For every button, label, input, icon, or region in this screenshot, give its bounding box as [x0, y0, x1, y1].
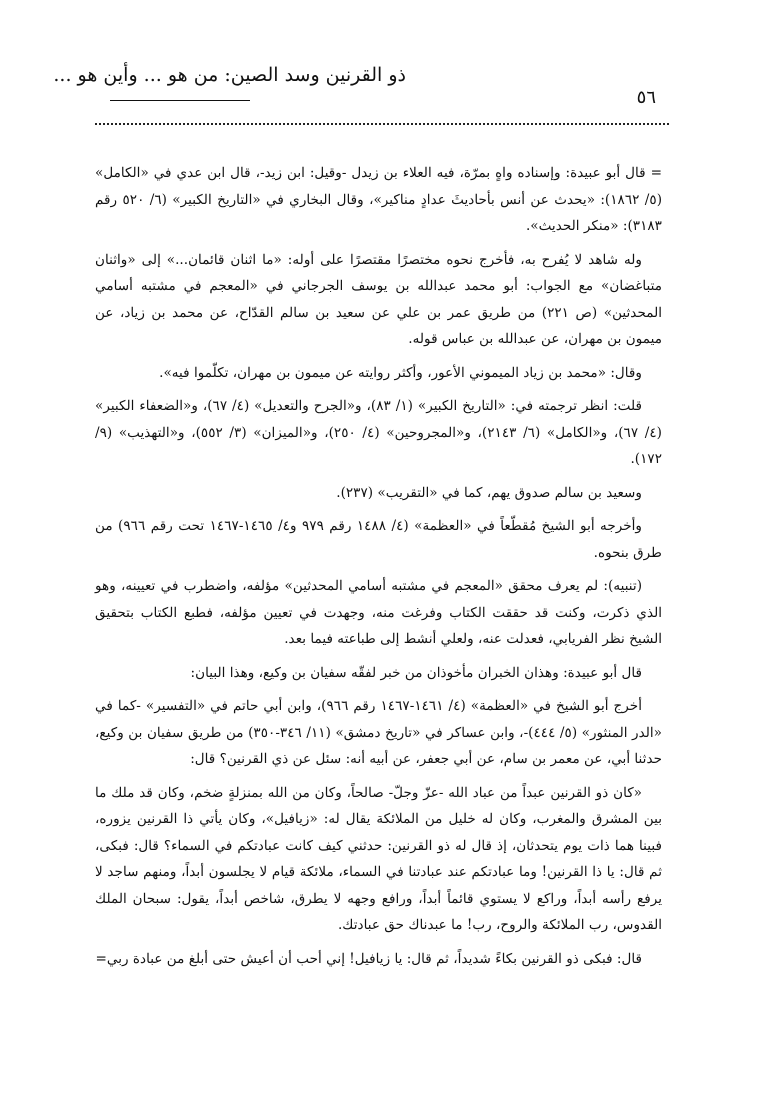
paragraph: أخرج أبو الشيخ في «العظمة» (٤/ ١٤٦١-١٤٦٧ رقم ٩٦٦)، وابن أبي حاتم في «التفسير» -كما في «الدر المنثور» (٥/ ٤٤٤)-، وابن عساكر في «تاريخ دمشق» (١١/ ٣٤٦-٣٥٠) من طريق سفيان بن وكيع، حدثنا أبي، عن معمر بن سام، عن أبي جعفر، عن أبيه أنه: سئل عن ذي القرنين؟ قال: [95, 698, 662, 767]
header-rule [110, 100, 250, 101]
paragraph: = قال أبو عبيدة: وإسناده واهٍ بمرّة، فيه العلاء بن زيدل -وقيل: ابن زيد-، قال ابن عدي في «الكامل» (٥/ ١٨٦٢): «يحدث عن أنس بأحاديثَ عدادٍ مناكير»، وقال البخاري في «التاريخ الكبير» (٦/ ٥٢٠ رقم ٣١٨٣): «منكر الحديث». [95, 165, 663, 234]
paragraph: وأخرجه أبو الشيخ مُقطّعاً في «العظمة» (٤/ ١٤٨٨ رقم ٩٧٩ و٤/ ١٤٦٥-١٤٦٧ تحت رقم ٩٦٦) من طرق بنحوه. [95, 518, 662, 561]
running-header-title: ذو القرنين وسد الصين: من هو ... وأين هو ... [53, 64, 406, 86]
paragraph: قال أبو عبيدة: وهذان الخبران مأخوذان من خبر لفقّه سفيان بن وكيع، وهذا البيان: [190, 664, 642, 681]
paragraph: (تنبيه): لم يعرف محقق «المعجم في مشتبه أسامي المحدثين» مؤلفه، واضطرب في تعيينه، وهو الذي ذكرت، وكنت قد حققت الكتاب وفرغت منه، وجهدت في تعيين مؤلفه، فطبع الكتاب بتحقيق الشيخ نظر الفريابي، فعدلت عنه، ولعلي أنشط إلى طباعته فيما بعد. [95, 578, 662, 647]
paragraph: «كان ذو القرنين عبداً من عباد الله -عزّ وجلّ- صالحاً، وكان من الله بمنزلةٍ ضخم، وكان قد ملك ما بين المشرق والمغرب، وكان له خليل من الملائكة يقال له: «زيافيل»، وكان يأتي ذا القرنين يزوره، فبينا هما ذات يوم يتحدثان، إذ قال له ذو القرنين: حدثني كيف كانت عبادتكم في السماء؟ قال: فبكى، ثم قال: يا ذا القرنين! وما عبادتكم عند عبادتنا في السماء، ملائكة قيام لا يجلسون أبداً، ومنهم ساجد لا يرفع رأسه أبداً، وراكع لا يستوي قائماً أبداً، ورافع وجهه لا يطرق، شاخص أبداً، يقول: سبحان الملك القدوس، رب الملائكة والروح، رب! ما عبدناك حق عبادتك. [95, 784, 662, 933]
footnote-separator [95, 123, 669, 125]
paragraph: وله شاهد لا يُفرح به، فأخرج نحوه مختصرًا مقتصرًا على أوله: «ما اثنان قائمان...» إلى «واثنان متباغضان» مع الجواب: أبو محمد عبدالله بن يوسف الجرجاني في «المعجم في مشتبه أسامي المحدثين» (ص ٢٢١) من طريق عمر بن علي عن سعيد بن سالم القدّاح، عن محمد بن زياد، عن ميمون بن مهران، عن عبدالله بن عباس قوله. [95, 251, 662, 347]
paragraph: قلت: انظر ترجمته في: «التاريخ الكبير» (١/ ٨٣)، و«الجرح والتعديل» (٤/ ٦٧)، و«الضعفاء الكبير» (٤/ ٦٧)، و«الكامل» (٦/ ٢١٤٣)، و«المجروحين» (٤/ ٢٥٠)، و«الميزان» (٣/ ٥٥٢)، و«التهذيب» (٩/ ١٧٢). [95, 398, 662, 467]
paragraph: وسعيد بن سالم صدوق يهم، كما في «التقريب» (٢٣٧). [336, 484, 642, 501]
paragraph: قال: فبكى ذو القرنين بكاءً شديداً، ثم قال: يا زيافيل! إني أحب أن أعيش حتى أبلغ من عبادة ربي= [95, 950, 642, 967]
paragraph: وقال: «محمد بن زياد الميموني الأعور، وأكثر روايته عن ميمون بن مهران، تكلّموا فيه». [159, 364, 642, 381]
page-number: ٥٦ [636, 87, 656, 108]
footnote-body [95, 160, 662, 979]
